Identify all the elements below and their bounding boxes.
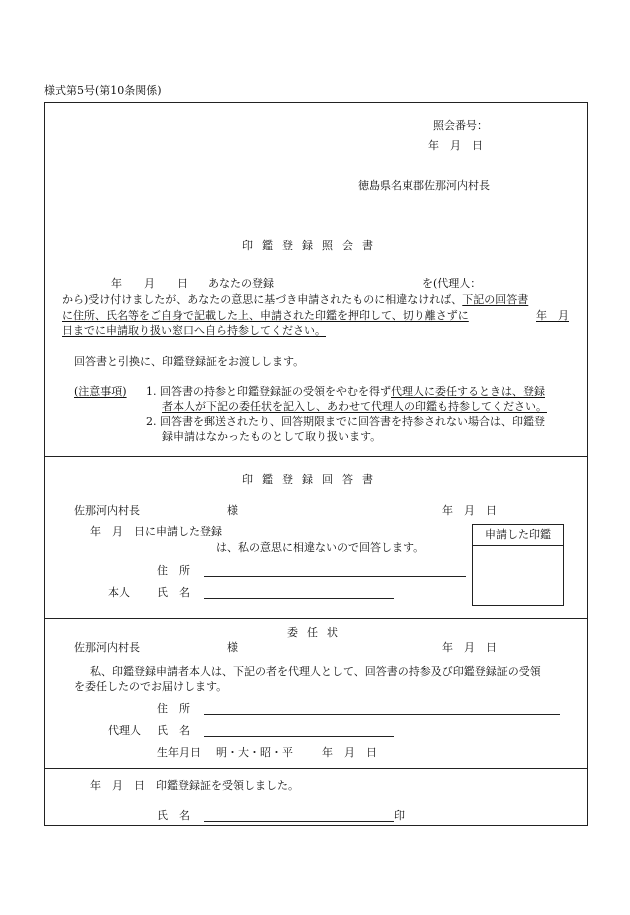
section-divider <box>44 618 588 619</box>
reply-title: 印鑑登録回答書 <box>242 473 382 486</box>
proxy-title: 委任状 <box>287 626 347 639</box>
inquiry-deadline-date: 年 月 <box>536 309 569 322</box>
note-1-cont: 者本人が下記の委任状を記入し、あわせて代理人の印鑑も持参してください。 <box>162 400 547 413</box>
reply-address-label: 住 所 <box>157 564 190 577</box>
inquiry-title: 印鑑登録照会書 <box>242 239 382 252</box>
reply-honorific: 様 <box>227 504 238 517</box>
reply-applied-date: 年 月 日に申請した登録 <box>90 525 222 538</box>
section-divider <box>44 768 588 769</box>
proxy-address-field[interactable] <box>204 714 560 715</box>
receipt-seal-mark: 印 <box>394 809 405 822</box>
receipt-name-field[interactable] <box>204 821 394 822</box>
section-divider <box>44 456 588 457</box>
inquiry-date: 年 月 日 <box>428 139 483 152</box>
reply-addressee: 佐那河内村長 <box>74 504 140 517</box>
form-frame <box>44 102 588 826</box>
inquiry-registration-text: あなたの登録 <box>208 277 274 290</box>
seal-box-label: 申請した印鑑 <box>485 528 551 541</box>
reply-address-field[interactable] <box>204 576 466 577</box>
proxy-birth-date: 年 月 日 <box>322 746 377 759</box>
proxy-agent-label: 代理人 <box>108 724 141 737</box>
inquiry-body-underlined: 下記の回答書 <box>462 293 529 306</box>
proxy-date: 年 月 日 <box>442 641 497 654</box>
inquiry-body-line3: に住所、氏名等をご自身で記載した上、申請された印鑑を押印して、切り離さずに <box>62 309 469 322</box>
proxy-name-label: 氏 名 <box>157 724 190 737</box>
inquiry-date-blank: 年 月 日 <box>111 277 188 290</box>
note-2: 2. 回答書を郵送されたり、回答期限までに回答書を持参されない場合は、印鑑登 <box>146 415 545 428</box>
inquiry-agent-text: を(代理人： <box>422 277 482 290</box>
notes-label: (注意事項) <box>74 385 127 398</box>
seal-box-header <box>473 525 563 546</box>
proxy-birth-label: 生年月日 <box>157 746 201 759</box>
receipt-text: 年 月 日 印鑑登録証を受領しました。 <box>90 779 299 792</box>
seal-box[interactable] <box>472 524 564 606</box>
reply-self-label: 本人 <box>108 586 130 599</box>
reply-name-label: 氏 名 <box>157 586 190 599</box>
note-2-cont: 録申請はなかったものとして取り扱います。 <box>162 430 382 443</box>
proxy-text-1: 私、印鑑登録申請者本人は、下記の者を代理人として、回答書の持参及び印鑑登録証の受領 <box>90 665 541 678</box>
proxy-text-2: を委任したのでお届けします。 <box>74 680 228 693</box>
inquiry-body-line4: 日までに申請取り扱い窓口へ自ら持参してください。 <box>62 324 326 337</box>
proxy-honorific: 様 <box>227 641 238 654</box>
proxy-addressee: 佐那河内村長 <box>74 641 140 654</box>
proxy-address-label: 住 所 <box>157 702 190 715</box>
reply-name-field[interactable] <box>204 598 394 599</box>
reply-confirm: は、私の意思に相違ないので回答します。 <box>216 541 425 554</box>
ref-no-label: 照会番号： <box>433 119 488 132</box>
issuer: 徳島県名東郡佐那河内村長 <box>358 179 490 192</box>
reply-date: 年 月 日 <box>442 504 497 517</box>
proxy-name-field[interactable] <box>204 736 394 737</box>
inquiry-body-line2 <box>62 293 528 307</box>
note-1 <box>146 385 545 399</box>
note-1-underlined: 代理人に委任するときは、登録 <box>391 385 545 398</box>
inquiry-body-text: から)受け付けましたが、あなたの意思に基づき申請されたものに相違なければ、 <box>62 293 463 306</box>
proxy-eras: 明・大・昭・平 <box>216 746 293 759</box>
note-1-text: 1. 回答書の持参と印鑑登録証の受領をやむを得ず <box>146 385 391 398</box>
exchange-note: 回答書と引換に、印鑑登録証をお渡しします。 <box>74 355 305 368</box>
receipt-name-label: 氏 名 <box>157 809 190 822</box>
form-number: 様式第5号(第10条関係) <box>44 84 162 97</box>
